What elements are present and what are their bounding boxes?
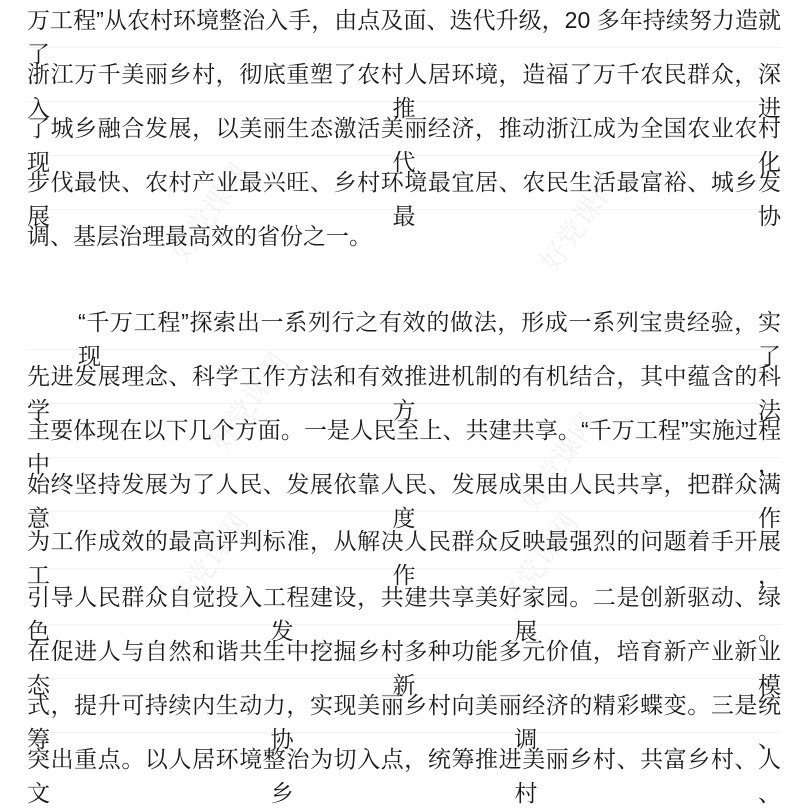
text-line: 调、基层治理最高效的省份之一。 <box>27 223 372 249</box>
text-line: 突出重点。以人居环境整治为切入点，统筹推进美丽乡村、共富乡村、人文乡村、 <box>27 746 781 806</box>
watermark: 好党课网 <box>164 507 255 617</box>
text-line: 在促进人与自然和谐共生中挖掘乡村多种功能多元价值，培育新产业新业态新模 <box>27 638 781 698</box>
text-line: 万工程”从农村环境整治入手，由点及面、迭代升级，20 多年持续努力造就了 <box>27 7 781 67</box>
text-line: 步伐最快、农村产业最兴旺、乡村环境最宜居、农民生活最富裕、城乡发展最协 <box>27 169 781 229</box>
text-line: 始终坚持发展为了人民、发展依靠人民、发展成果由人民共享，把群众满意度作 <box>27 471 781 531</box>
watermark: 好党课网 <box>164 157 255 267</box>
text-line: 了城乡融合发展，以美丽生态激活美丽经济，推动浙江成为全国农业农村现代化 <box>27 115 781 175</box>
text-line: 为工作成效的最高评判标准，从解决人民群众反映最强烈的问题着手开展工作， <box>27 528 781 588</box>
watermark: 好党课网 <box>514 407 605 517</box>
text-line: 引导人民群众自觉投入工程建设，共建共享美好家园。二是创新驱动、绿色发展。 <box>27 584 781 644</box>
text-line: 式，提升可持续内生动力，实现美丽乡村向美丽经济的精彩蝶变。三是统筹协调、 <box>27 692 781 752</box>
text-line: 先进发展理念、科学工作方法和有效推进机制的有机结合，其中蕴含的科学方法 <box>27 363 781 423</box>
text-line: 浙江万千美丽乡村，彻底重塑了农村人居环境，造福了万千农民群众，深入推进 <box>27 61 781 121</box>
watermark: 好党课网 <box>494 507 585 617</box>
text-line: 主要体现在以下几个方面。一是人民至上、共建共享。“千万工程”实施过程中， <box>27 417 781 477</box>
text-line: “千万工程”探索出一系列行之有效的做法，形成一系列宝贵经验，实现了 <box>78 309 781 369</box>
watermark: 好党课网 <box>204 347 295 457</box>
watermark: 好党课网 <box>534 167 625 277</box>
